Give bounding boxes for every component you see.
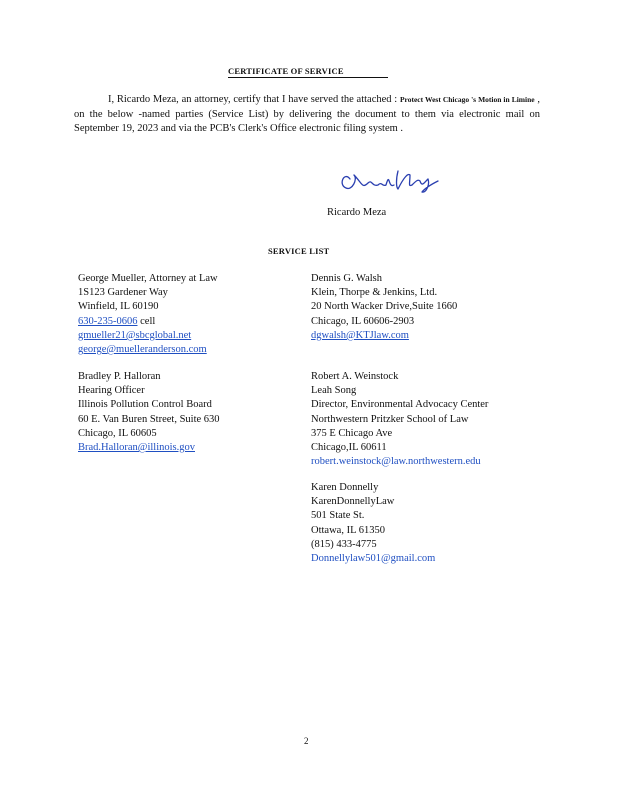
contact-block-donnelly (311, 481, 435, 566)
contact-line: (815) 433-4775 (311, 538, 377, 550)
email-link[interactable]: george@muelleranderson.com (78, 344, 207, 356)
phone-line (78, 315, 218, 329)
contact-line: 60 E. Van Buren Street, Suite 630 (78, 413, 220, 425)
email-link[interactable]: dgwalsh@KTJlaw.com (311, 329, 409, 341)
contact-line: 20 North Wacker Drive,Suite 1660 (311, 301, 458, 313)
phone-suffix: cell (137, 315, 156, 327)
contact-line: Bradley P. Halloran (78, 371, 161, 382)
contact-line: Hearing Officer (78, 385, 145, 397)
email-link[interactable]: Donnellylaw501@gmail.com (311, 553, 436, 565)
certificate-rest: , on the below -named parties (Service List) by delivering the document to them via electronic mail on September 19, 2023 and via the PCB's Clerk's Office electronic filing system . (74, 94, 540, 135)
contact-line: Leah Song (311, 385, 357, 397)
email-link[interactable]: gmueller21@sbcglobal.net (78, 329, 192, 341)
contact-block-walsh (311, 272, 457, 343)
handwritten-signature (338, 165, 440, 195)
contact-line: 501 State St. (311, 510, 365, 522)
service-list-title: SERVICE LIST (268, 246, 330, 256)
contact-line: Director, Environmental Advocacy Center (311, 399, 489, 411)
phone-link[interactable]: 630-235-0606 (78, 315, 138, 327)
email-link[interactable]: Brad.Halloran@illinois.gov (78, 442, 195, 454)
contact-line: Klein, Thorpe & Jenkins, Ltd. (311, 287, 438, 299)
contact-line: Northwestern Pritzker School of Law (311, 413, 469, 425)
contact-line: Dennis G. Walsh (311, 273, 382, 284)
contact-line: KarenDonnellyLaw (311, 496, 395, 508)
contact-line: Chicago,IL 60611 (311, 442, 387, 454)
contact-line: Robert A. Weinstock (311, 371, 399, 382)
motion-title: Protect West Chicago 's Motion in Limine (399, 95, 535, 104)
certificate-intro: I, Ricardo Meza, an attorney, certify that I have served the attached : (108, 94, 400, 105)
contact-line: 375 E Chicago Ave (311, 427, 393, 439)
contact-line: Ottawa, IL 61350 (311, 524, 385, 536)
page-number: 2 (304, 736, 309, 746)
signer-name: Ricardo Meza (327, 207, 387, 218)
contact-line: Winfield, IL 60190 (78, 301, 159, 313)
contact-line: George Mueller, Attorney at Law (78, 273, 218, 284)
contact-line: Chicago, IL 60605 (78, 427, 157, 439)
contact-block-weinstock (311, 370, 488, 469)
contact-line: Chicago, IL 60606-2903 (311, 315, 415, 327)
contact-block-mueller (78, 272, 218, 357)
certificate-title: CERTIFICATE OF SERVICE (228, 66, 388, 78)
contact-line: Karen Donnelly (311, 482, 379, 493)
email-link[interactable]: robert.weinstock@law.northwestern.edu (311, 456, 481, 468)
contact-block-halloran (78, 370, 220, 455)
contact-line: 1S123 Gardener Way (78, 287, 168, 299)
contact-line: Illinois Pollution Control Board (78, 399, 212, 411)
certificate-body (74, 93, 540, 137)
